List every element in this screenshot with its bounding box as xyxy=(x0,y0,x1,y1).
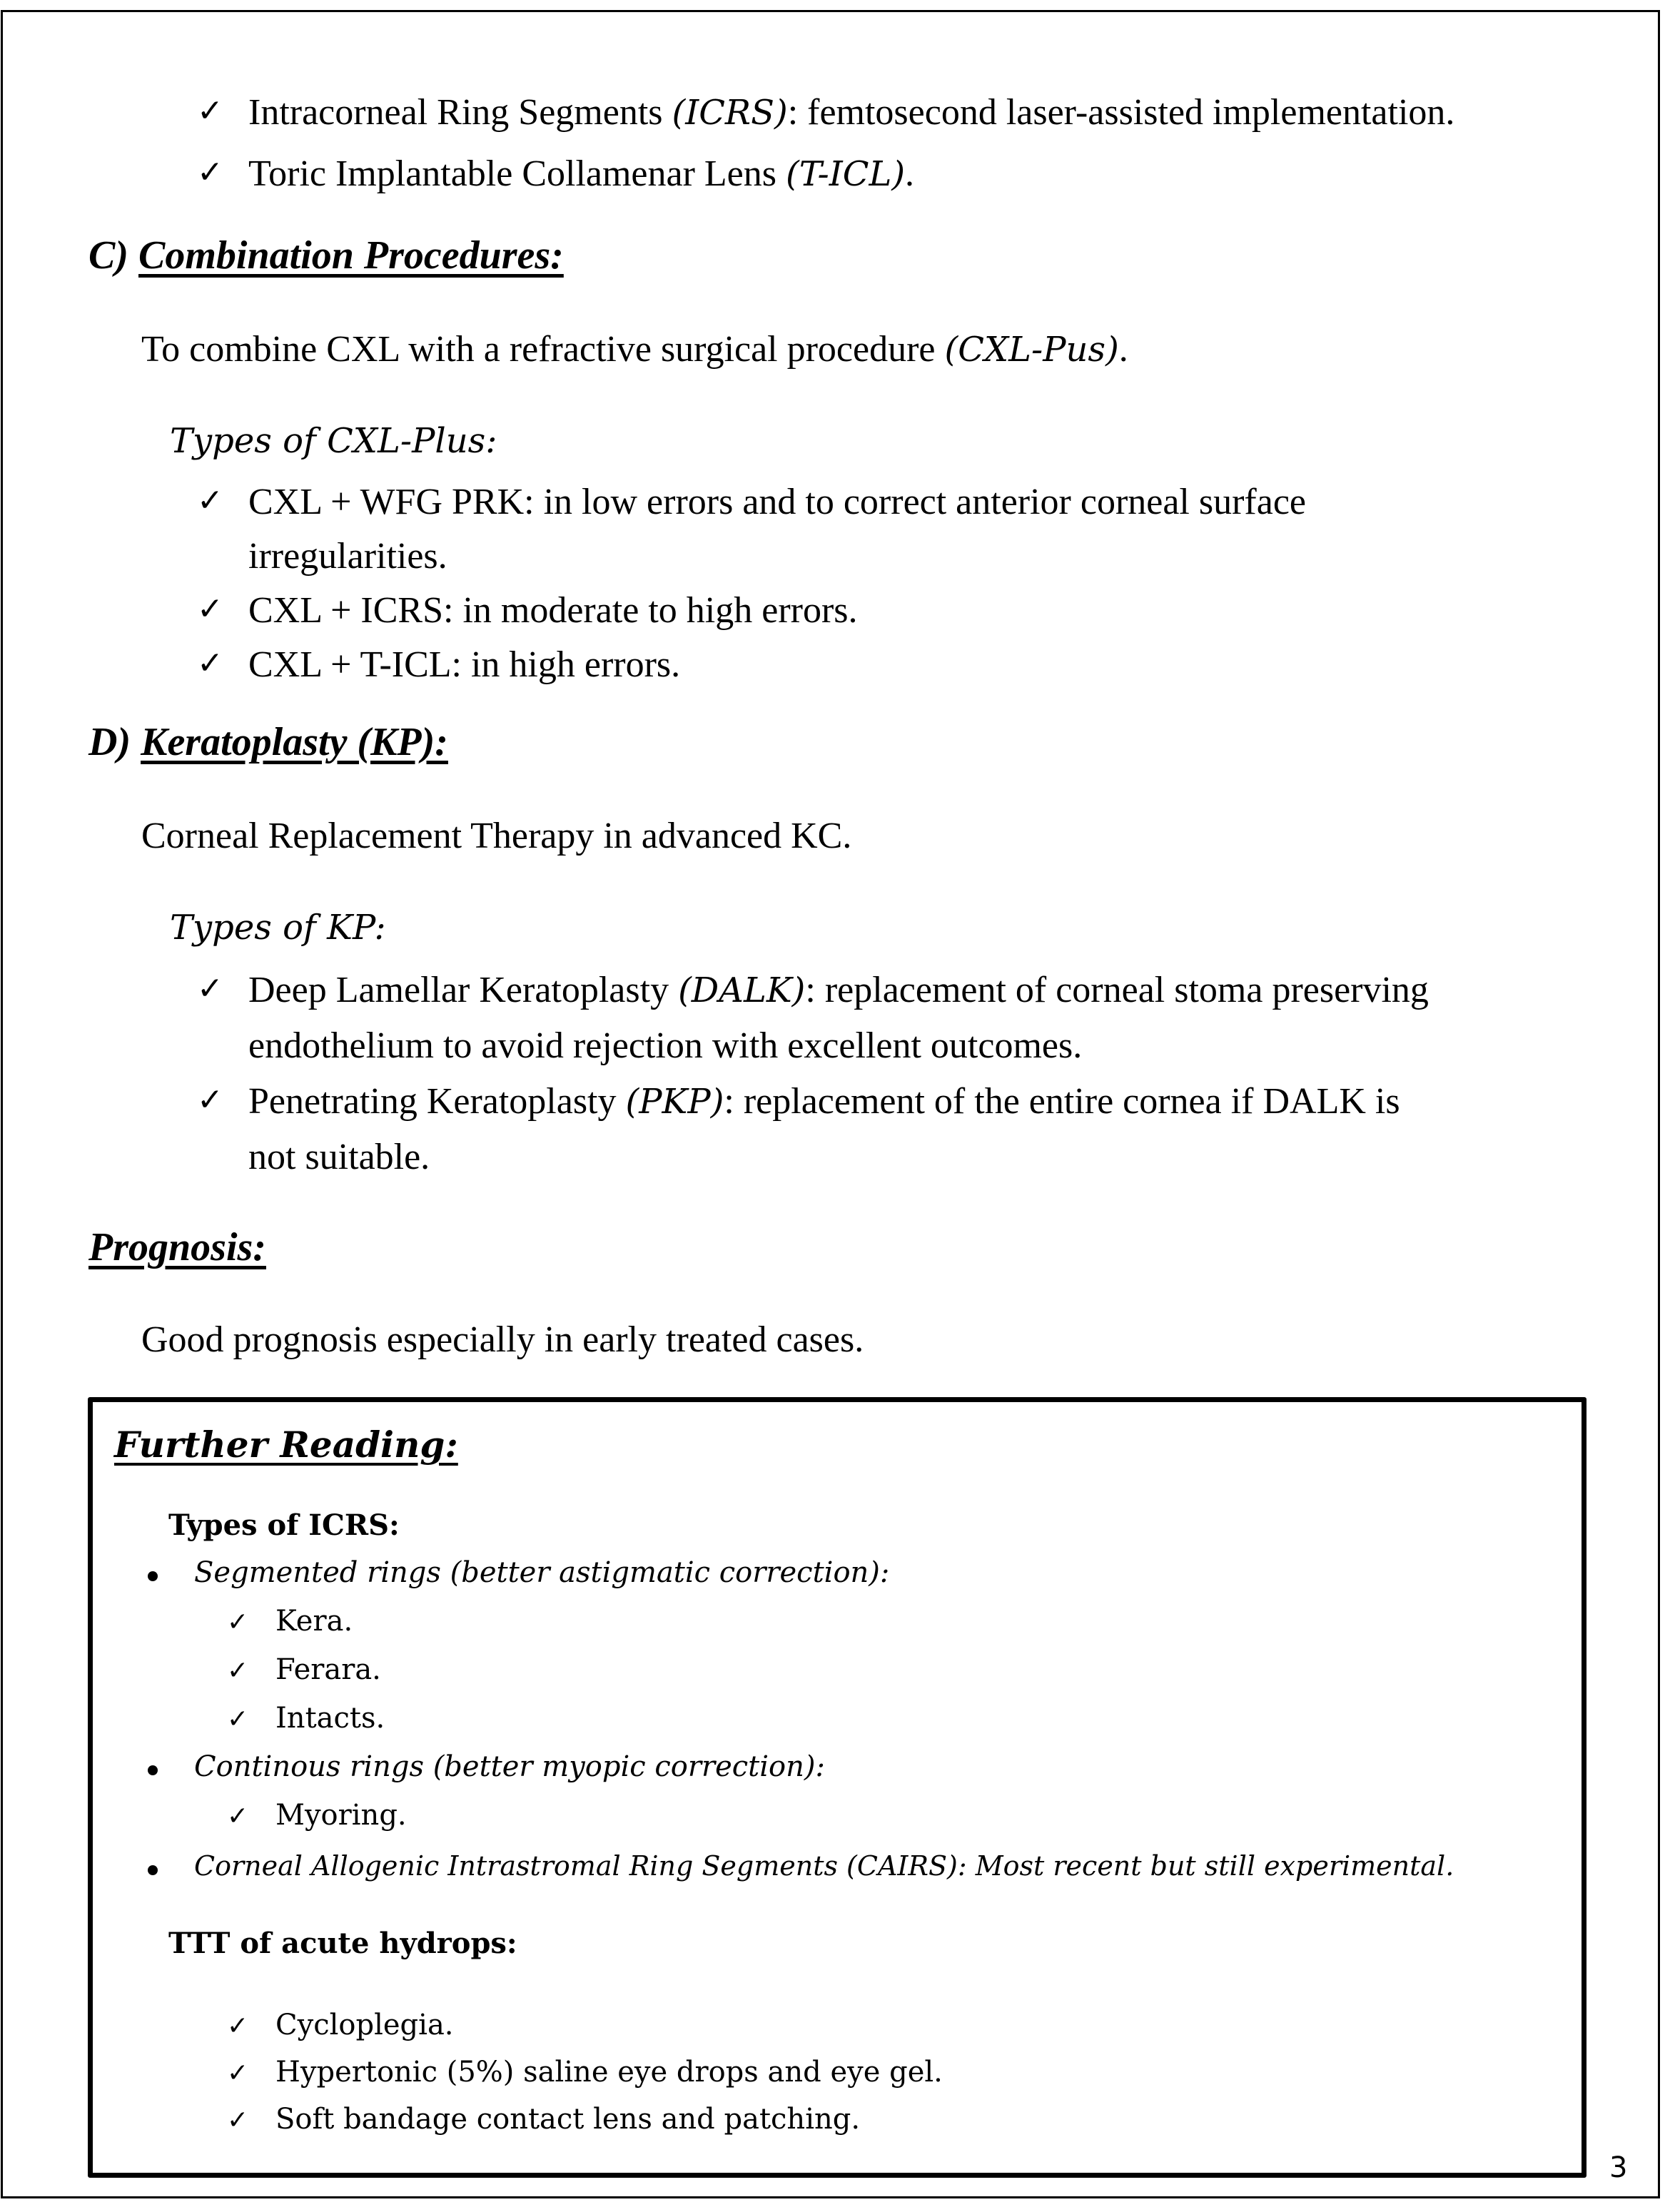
check-icon: ✓ xyxy=(227,2059,249,2088)
kp-type-item-dalk: Deep Lamellar Keratoplasty (DALK): replacement of corneal stoma preserving xyxy=(248,970,1429,1010)
check-icon: ✓ xyxy=(197,645,223,681)
cxl-type-item: CXL + ICRS: in moderate to high errors. xyxy=(248,590,858,631)
bullet-icon xyxy=(148,1571,158,1581)
kp-type-item-pkp-continued: not suitable. xyxy=(248,1137,430,1177)
list-item-icrs: Intracorneal Ring Segments (ICRS): femtosecond laser-assisted implementation. xyxy=(248,92,1455,133)
cxl-type-item: CXL + WFG PRK: in low errors and to correct anterior corneal surface xyxy=(248,482,1306,522)
check-icon: ✓ xyxy=(227,2106,249,2135)
list-item-t-icl: Toric Implantable Collamenar Lens (T-ICL). xyxy=(248,153,915,194)
cxl-type-item-continued: irregularities. xyxy=(248,536,447,577)
kp-type-item-pkp: Penetrating Keratoplasty (PKP): replacement of the entire cornea if DALK is xyxy=(248,1081,1400,1122)
check-icon: ✓ xyxy=(197,482,223,519)
further-reading-title: Further Reading: xyxy=(114,1424,458,1466)
check-icon: ✓ xyxy=(197,154,223,191)
icrs-types-heading: Types of ICRS: xyxy=(168,1508,400,1542)
check-icon: ✓ xyxy=(197,93,223,129)
check-icon: ✓ xyxy=(197,1082,223,1118)
check-icon: ✓ xyxy=(197,591,223,627)
icrs-item: Intacts. xyxy=(275,1702,385,1735)
check-icon: ✓ xyxy=(227,1802,249,1831)
icrs-item: Ferara. xyxy=(275,1653,381,1686)
check-icon: ✓ xyxy=(227,1608,249,1637)
icrs-group-segmented: Segmented rings (better astigmatic correction): xyxy=(194,1556,890,1589)
section-c-heading: C) Combination Procedures: xyxy=(88,233,564,278)
icrs-item: Myoring. xyxy=(275,1799,407,1832)
page-number: 3 xyxy=(1609,2151,1628,2184)
bullet-icon xyxy=(148,1765,158,1775)
section-d-body: Corneal Replacement Therapy in advanced KC. xyxy=(141,816,852,856)
types-kp-heading: Types of KP: xyxy=(170,908,386,948)
prognosis-body: Good prognosis especially in early treated cases. xyxy=(141,1319,864,1360)
hydrops-item: Hypertonic (5%) saline eye drops and eye gel. xyxy=(275,2056,943,2089)
icrs-item: Kera. xyxy=(275,1605,353,1638)
types-cxl-plus-heading: Types of CXL-Plus: xyxy=(170,421,497,461)
hydrops-item: Soft bandage contact lens and patching. xyxy=(275,2103,861,2136)
check-icon: ✓ xyxy=(227,1656,249,1685)
section-c-body: To combine CXL with a refractive surgical procedure (CXL-Pus). xyxy=(141,329,1128,370)
check-icon: ✓ xyxy=(227,1705,249,1734)
section-d-heading: D) Keratoplasty (KP): xyxy=(88,720,448,764)
prognosis-heading: Prognosis: xyxy=(88,1225,266,1269)
icrs-group-cairs: Corneal Allogenic Intrastromal Ring Segments (CAIRS): Most recent but still experimental. xyxy=(194,1850,1454,1882)
icrs-group-continuous: Continous rings (better myopic correction): xyxy=(194,1750,825,1783)
kp-type-item-dalk-continued: endothelium to avoid rejection with excellent outcomes. xyxy=(248,1025,1083,1066)
check-icon: ✓ xyxy=(197,970,223,1007)
bullet-icon xyxy=(148,1865,158,1875)
check-icon: ✓ xyxy=(227,2011,249,2041)
hydrops-item: Cycloplegia. xyxy=(275,2009,454,2041)
cxl-type-item: CXL + T-ICL: in high errors. xyxy=(248,644,681,685)
hydrops-heading: TTT of acute hydrops: xyxy=(168,1927,517,1960)
